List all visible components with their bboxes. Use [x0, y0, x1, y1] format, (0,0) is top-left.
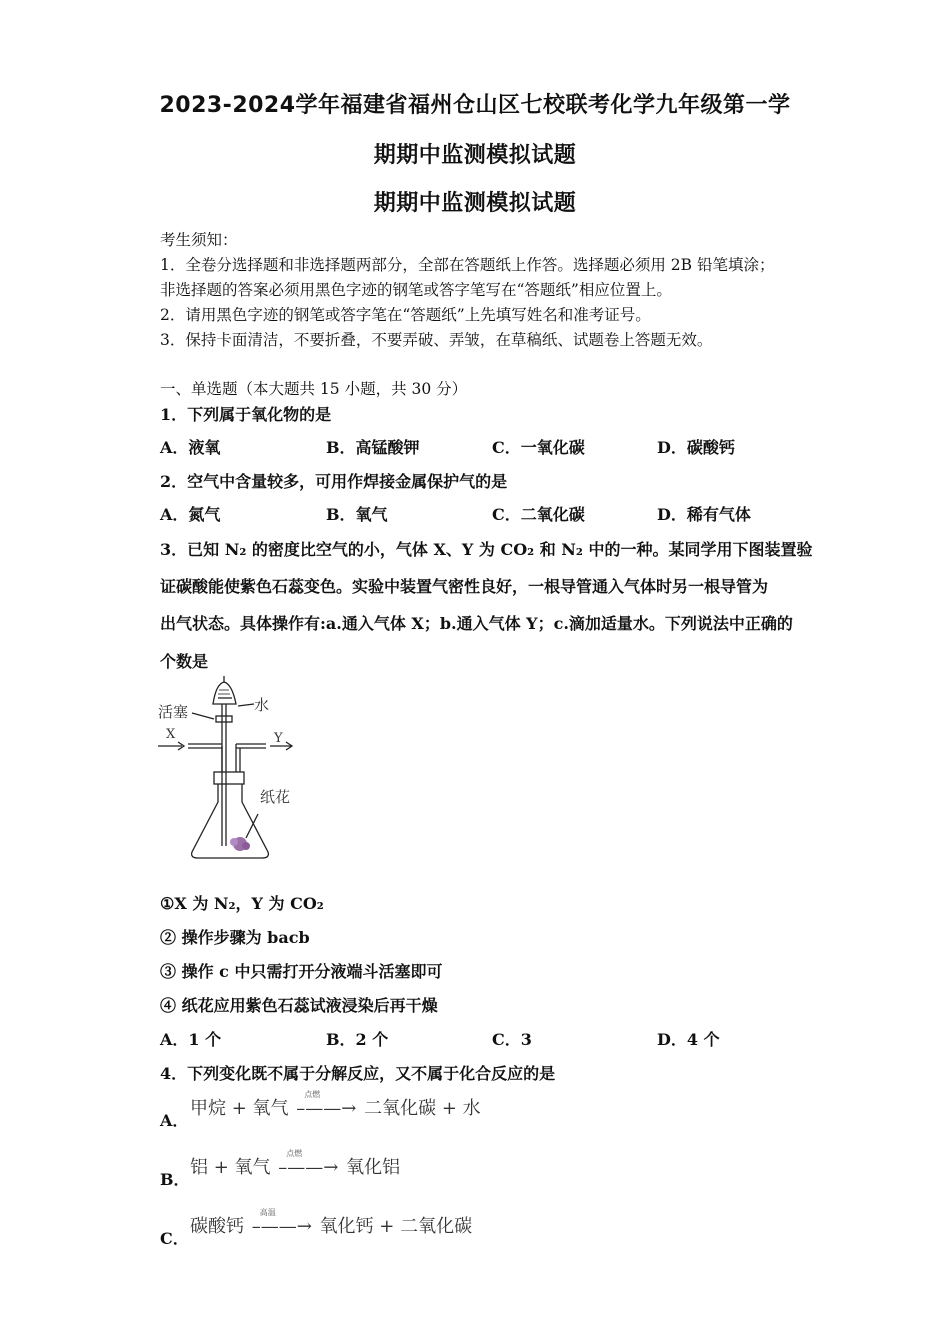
question-3-stem-line: 3．已知 N₂ 的密度比空气的小，气体 X、Y 为 CO₂ 和 N₂ 中的一种。某同学用下图装置验	[160, 540, 813, 559]
q2-option-a: A．氮气	[160, 505, 221, 524]
q3-statement-4: ④ 纸花应用紫色石蕊试液浸染后再干燥	[160, 996, 438, 1015]
q3-option-d: D．4 个	[657, 1030, 720, 1049]
q4-option-a-equation	[190, 1090, 481, 1120]
section-heading: 一、单选题（本大题共 15 小题，共 30 分）	[160, 380, 468, 398]
q2-option-b: B．氧气	[326, 505, 388, 524]
reaction-arrow: 点燃 –——→	[296, 1090, 357, 1119]
q1-option-c: C．一氧化碳	[492, 438, 585, 457]
reaction-condition: 高温	[259, 1208, 276, 1217]
question-1-stem: 1．下列属于氧化物的是	[160, 405, 332, 424]
q1-option-b: B．高锰酸钾	[326, 438, 420, 457]
label-water: 水	[254, 696, 270, 714]
q1-option-a: A．液氧	[160, 438, 221, 457]
q3-statement-3: ③ 操作 c 中只需打开分液端斗活塞即可	[160, 962, 443, 981]
notice-item: 2．请用黑色字迹的钢笔或答字笔在“答题纸”上先填写姓名和准考证号。	[160, 306, 651, 324]
q2-option-c: C．二氧化碳	[492, 505, 585, 524]
notice-item: 非选择题的答案必须用黑色字迹的钢笔或答字笔写在“答题纸”相应位置上。	[160, 281, 672, 299]
label-x: X	[166, 727, 176, 742]
reaction-arrow: 点燃 –——→	[278, 1149, 339, 1178]
q2-option-d: D．稀有气体	[657, 505, 751, 524]
q1-option-d: D．碳酸钙	[657, 438, 735, 457]
notice-item: 3．保持卡面清洁，不要折叠，不要弄破、弄皱，在草稿纸、试题卷上答题无效。	[160, 331, 713, 349]
label-stopcock: 活塞	[158, 703, 189, 721]
equation-products: 氧化铝	[346, 1157, 401, 1178]
notice-heading: 考生须知：	[160, 231, 238, 249]
q3-statement-1: ①X 为 N₂，Y 为 CO₂	[160, 894, 324, 913]
equation-reactants: 甲烷 + 氧气	[190, 1098, 289, 1119]
equation-products: 氧化钙 + 二氧化碳	[319, 1216, 473, 1237]
q3-option-b: B．2 个	[326, 1030, 389, 1049]
equation-reactants: 铝 + 氧气	[190, 1157, 271, 1178]
q4-option-b-equation	[190, 1149, 401, 1179]
paper-title-line-3: 期期中监测模拟试题	[373, 191, 577, 216]
question-3-stem-line: 个数是	[160, 652, 209, 671]
q3-option-c: C．3	[492, 1030, 532, 1049]
q4-option-a-label: A．	[160, 1111, 189, 1130]
equation-products: 二氧化碳 + 水	[364, 1098, 481, 1119]
notice-item: 1．全卷分选择题和非选择题两部分，全部在答题纸上作答。选择题必须用 2B 铅笔填涂；	[160, 256, 775, 274]
label-paper-flower: 纸花	[260, 788, 291, 806]
q4-option-c-label: C．	[160, 1229, 189, 1248]
flask-apparatus-illustration	[158, 676, 308, 862]
label-y: Y	[274, 731, 283, 746]
paper-title-line-1: 2023-2024学年福建省福州仓山区七校联考化学九年级第一学	[159, 93, 791, 118]
question-4-stem: 4．下列变化既不属于分解反应，又不属于化合反应的是	[160, 1064, 556, 1083]
question-3-stem-line: 证碳酸能使紫色石蕊变色。实验中装置气密性良好，一根导管通入气体时另一根导管为	[160, 577, 769, 596]
q3-statement-2: ② 操作步骤为 bacb	[160, 928, 310, 947]
apparatus-diagram	[158, 676, 308, 862]
q4-option-c-equation	[190, 1208, 473, 1238]
reaction-condition: 点燃	[304, 1090, 321, 1099]
paper-title-line-2: 期期中监测模拟试题	[373, 143, 577, 168]
question-2-stem: 2．空气中含量较多，可用作焊接金属保护气的是	[160, 472, 508, 491]
question-3-stem-line: 出气状态。具体操作有:a.通入气体 X；b.通入气体 Y；c.滴加适量水。下列说法中正确的	[160, 614, 793, 633]
reaction-arrow: 高温 –——→	[251, 1208, 312, 1237]
q3-option-a: A．1 个	[160, 1030, 222, 1049]
equation-reactants: 碳酸钙	[190, 1216, 244, 1237]
reaction-condition: 点燃	[286, 1149, 303, 1158]
q4-option-b-label: B．	[160, 1170, 190, 1189]
